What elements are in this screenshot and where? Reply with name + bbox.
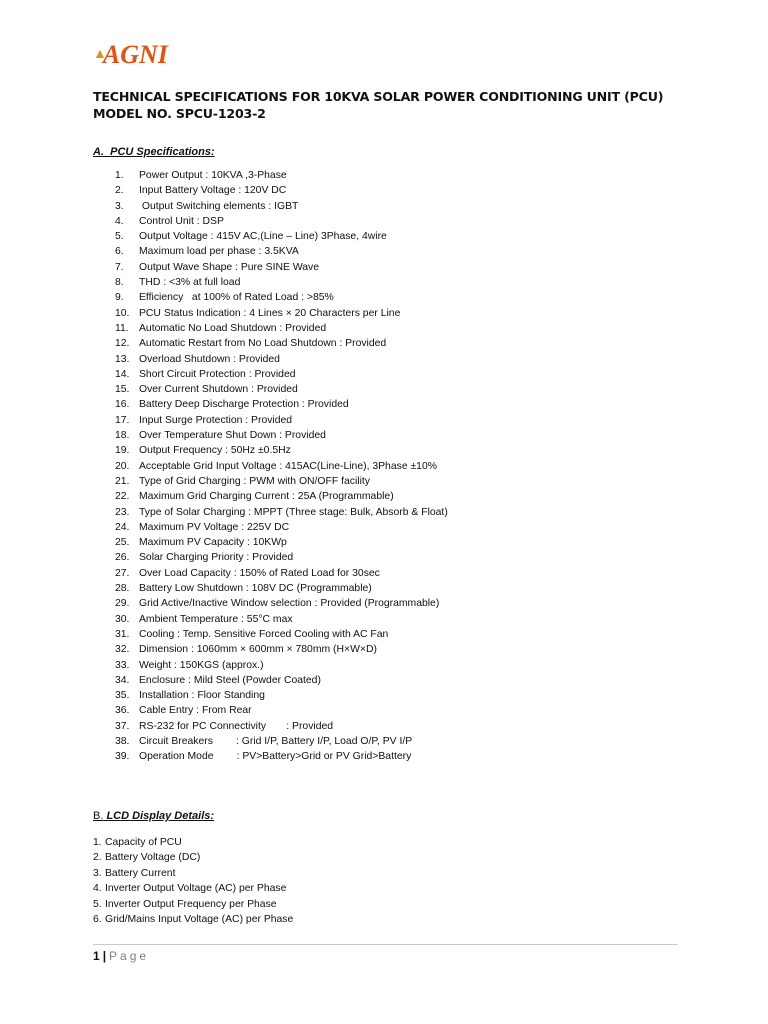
spec-item-number: 23.: [115, 506, 130, 518]
spec-item: [93, 581, 448, 596]
spec-item-text: Control Unit : DSP: [139, 215, 224, 227]
spec-item-text: Acceptable Grid Input Voltage : 415AC(Line-Line), 3Phase ±10%: [139, 460, 437, 472]
company-logo: [93, 42, 168, 68]
lcd-item-text: Capacity of PCU: [105, 837, 182, 848]
spec-item: [93, 658, 448, 673]
spec-item: [93, 749, 448, 764]
spec-item-number: 7.: [115, 261, 124, 273]
spec-item: [93, 229, 448, 244]
lcd-item: [93, 835, 293, 850]
spec-item: [93, 520, 448, 535]
spec-item: [93, 505, 448, 520]
spec-item: [93, 642, 448, 657]
spec-item-text: Type of Grid Charging : PWM with ON/OFF facility: [139, 475, 370, 487]
page-number: 1: [93, 949, 100, 963]
spec-item-number: 33.: [115, 659, 130, 671]
spec-item-number: 5.: [115, 231, 124, 243]
lcd-display-list: [93, 835, 293, 927]
spec-item-text: Grid Active/Inactive Window selection : Provided (Programmable): [139, 598, 440, 610]
section-b-heading: [93, 809, 214, 823]
spec-item: [93, 367, 448, 382]
spec-item-number: 32.: [115, 644, 130, 656]
spec-item: [93, 688, 448, 703]
lcd-item-text: Battery Current: [105, 867, 176, 879]
spec-item-number: 4.: [115, 215, 124, 227]
spec-item: [93, 443, 448, 458]
spec-item: [93, 199, 448, 214]
spec-item-text: Automatic Restart from No Load Shutdown : Provided: [139, 338, 387, 350]
spec-item-text: Over Load Capacity : 150% of Rated Load for 30sec: [139, 567, 380, 579]
spec-item-text: PCU Status Indication : 4 Lines × 20 Characters per Line: [139, 307, 401, 319]
spec-item-text: Dimension : 1060mm × 600mm × 780mm (H×W×D): [139, 644, 377, 656]
spec-item: [93, 596, 448, 611]
spec-item-number: 14.: [115, 368, 130, 380]
lcd-item: [93, 912, 293, 927]
spec-item: [93, 627, 448, 642]
spec-item-text: Input Battery Voltage : 120V DC: [139, 185, 287, 197]
page-footer: [93, 949, 149, 963]
lcd-item-number: 2.: [93, 852, 102, 864]
document-title: [93, 88, 693, 122]
spec-item-number: 1.: [115, 170, 124, 181]
spec-item: [93, 382, 448, 397]
page-label: Page: [109, 949, 150, 963]
spec-item: [93, 168, 448, 183]
lcd-item-number: 4.: [93, 883, 102, 895]
spec-item-text: Maximum PV Capacity : 10KWp: [139, 537, 287, 549]
spec-item: [93, 550, 448, 565]
spec-item-text: THD : <3% at full load: [139, 277, 241, 289]
lcd-item-text: Inverter Output Frequency per Phase: [105, 898, 277, 910]
spec-item-text: Output Wave Shape : Pure SINE Wave: [139, 261, 319, 273]
title-line-2: MODEL NO. SPCU-1203-2: [93, 106, 266, 121]
spec-item: [93, 719, 448, 734]
spec-item: [93, 459, 448, 474]
spec-item-text: Maximum PV Voltage : 225V DC: [139, 521, 290, 533]
lcd-item-text: Inverter Output Voltage (AC) per Phase: [105, 883, 287, 895]
spec-item-text: Output Switching elements : IGBT: [139, 200, 299, 212]
spec-item-number: 16.: [115, 399, 130, 411]
spec-item: [93, 413, 448, 428]
spec-item-number: 18.: [115, 430, 130, 442]
spec-item-number: 35.: [115, 690, 130, 702]
spec-item-text: Output Voltage : 415V AC,(Line – Line) 3Phase, 4wire: [139, 231, 387, 243]
spec-item-number: 39.: [115, 751, 130, 763]
lcd-item-number: 1.: [93, 837, 102, 848]
spec-item: [93, 352, 448, 367]
spec-item-number: 15.: [115, 384, 130, 396]
spec-item-number: 29.: [115, 598, 130, 610]
spec-item: [93, 244, 448, 259]
section-a-heading: [93, 145, 215, 159]
spec-item-number: 24.: [115, 521, 130, 533]
spec-item-number: 9.: [115, 292, 124, 304]
spec-item: [93, 214, 448, 229]
spec-item-text: Automatic No Load Shutdown : Provided: [139, 322, 327, 334]
spec-item-number: 22.: [115, 491, 130, 503]
spec-item-text: Maximum Grid Charging Current : 25A (Programmable): [139, 491, 394, 503]
spec-item-number: 19.: [115, 445, 130, 457]
spec-item-text: Cooling : Temp. Sensitive Forced Cooling with AC Fan: [139, 628, 389, 640]
lcd-item-text: Grid/Mains Input Voltage (AC) per Phase: [105, 913, 294, 925]
spec-item-text: Battery Deep Discharge Protection : Provided: [139, 399, 349, 411]
spec-item-text: Circuit Breakers : Grid I/P, Battery I/P, Load O/P, PV I/P: [139, 735, 413, 747]
spec-item: [93, 260, 448, 275]
spec-item: [93, 703, 448, 718]
spec-item-number: 34.: [115, 674, 130, 686]
section-a-marker: A.: [93, 146, 104, 158]
spec-item: [93, 566, 448, 581]
spec-item: [93, 474, 448, 489]
spec-item-number: 13.: [115, 353, 130, 365]
spec-item-text: Weight : 150KGS (approx.): [139, 659, 264, 671]
spec-item-number: 17.: [115, 414, 130, 426]
spec-item-text: Maximum load per phase : 3.5KVA: [139, 246, 299, 258]
spec-item-number: 8.: [115, 277, 124, 289]
spec-item: [93, 612, 448, 627]
spec-item: [93, 321, 448, 336]
spec-item-text: Input Surge Protection : Provided: [139, 414, 293, 426]
spec-item-number: 10.: [115, 307, 130, 319]
spec-item-number: 12.: [115, 338, 130, 350]
lcd-item-text: Battery Voltage (DC): [105, 852, 201, 864]
logo-text: AGNI: [102, 40, 168, 69]
spec-item-number: 3.: [115, 200, 124, 212]
spec-item: [93, 489, 448, 504]
spec-item-number: 26.: [115, 552, 130, 564]
spec-item-text: Output Frequency : 50Hz ±0.5Hz: [139, 445, 291, 457]
spec-item-text: Battery Low Shutdown : 108V DC (Programmable): [139, 583, 372, 595]
spec-item-number: 31.: [115, 628, 130, 640]
spec-item-number: 30.: [115, 613, 130, 625]
spec-item-text: Cable Entry : From Rear: [139, 705, 252, 717]
flame-icon: ▲: [93, 47, 107, 62]
lcd-item-number: 6.: [93, 913, 102, 925]
spec-item-number: 6.: [115, 246, 124, 258]
lcd-item: [93, 850, 293, 865]
spec-item-text: Operation Mode : PV>Battery>Grid or PV Grid>Battery: [139, 751, 412, 763]
spec-item-text: Overload Shutdown : Provided: [139, 353, 280, 365]
spec-item: [93, 306, 448, 321]
spec-item-text: Efficiency at 100% of Rated Load : >85%: [139, 292, 334, 304]
spec-item-number: 2.: [115, 185, 124, 197]
spec-item-text: Power Output : 10KVA ,3-Phase: [139, 170, 287, 181]
spec-item-text: Type of Solar Charging : MPPT (Three stage: Bulk, Absorb & Float): [139, 506, 448, 518]
spec-item: [93, 275, 448, 290]
footer-separator: |: [102, 949, 107, 963]
spec-item: [93, 734, 448, 749]
spec-item-number: 25.: [115, 537, 130, 549]
section-b-marker: B.: [93, 810, 104, 822]
spec-item: [93, 535, 448, 550]
lcd-item: [93, 881, 293, 896]
spec-item-number: 21.: [115, 475, 130, 487]
spec-item: [93, 183, 448, 198]
lcd-item-number: 5.: [93, 898, 102, 910]
title-line-1: TECHNICAL SPECIFICATIONS FOR 10KVA SOLAR POWER CONDITIONING UNIT (PCU): [93, 89, 664, 104]
spec-item-number: 37.: [115, 720, 130, 732]
pcu-spec-list: [93, 168, 448, 765]
spec-item: [93, 428, 448, 443]
spec-item-text: Over Temperature Shut Down : Provided: [139, 430, 326, 442]
section-a-title: PCU Specifications:: [110, 146, 215, 158]
section-b-title: LCD Display Details:: [103, 810, 215, 822]
spec-item-text: RS-232 for PC Connectivity : Provided: [139, 720, 334, 732]
lcd-item: [93, 866, 293, 881]
spec-item-text: Ambient Temperature : 55°C max: [139, 613, 293, 625]
spec-item: [93, 397, 448, 412]
spec-item: [93, 290, 448, 305]
spec-item-number: 28.: [115, 583, 130, 595]
spec-item-text: Short Circuit Protection : Provided: [139, 368, 296, 380]
spec-item-text: Over Current Shutdown : Provided: [139, 384, 298, 396]
lcd-item: [93, 897, 293, 912]
spec-item: [93, 336, 448, 351]
footer-divider: [93, 944, 678, 945]
spec-item-number: 27.: [115, 567, 130, 579]
spec-item: [93, 673, 448, 688]
spec-item-number: 20.: [115, 460, 130, 472]
spec-item-number: 11.: [115, 322, 129, 334]
spec-item-text: Solar Charging Priority : Provided: [139, 552, 294, 564]
spec-item-text: Enclosure : Mild Steel (Powder Coated): [139, 674, 321, 686]
spec-item-text: Installation : Floor Standing: [139, 690, 265, 702]
spec-item-number: 38.: [115, 735, 130, 747]
spec-item-number: 36.: [115, 705, 130, 717]
lcd-item-number: 3.: [93, 867, 102, 879]
